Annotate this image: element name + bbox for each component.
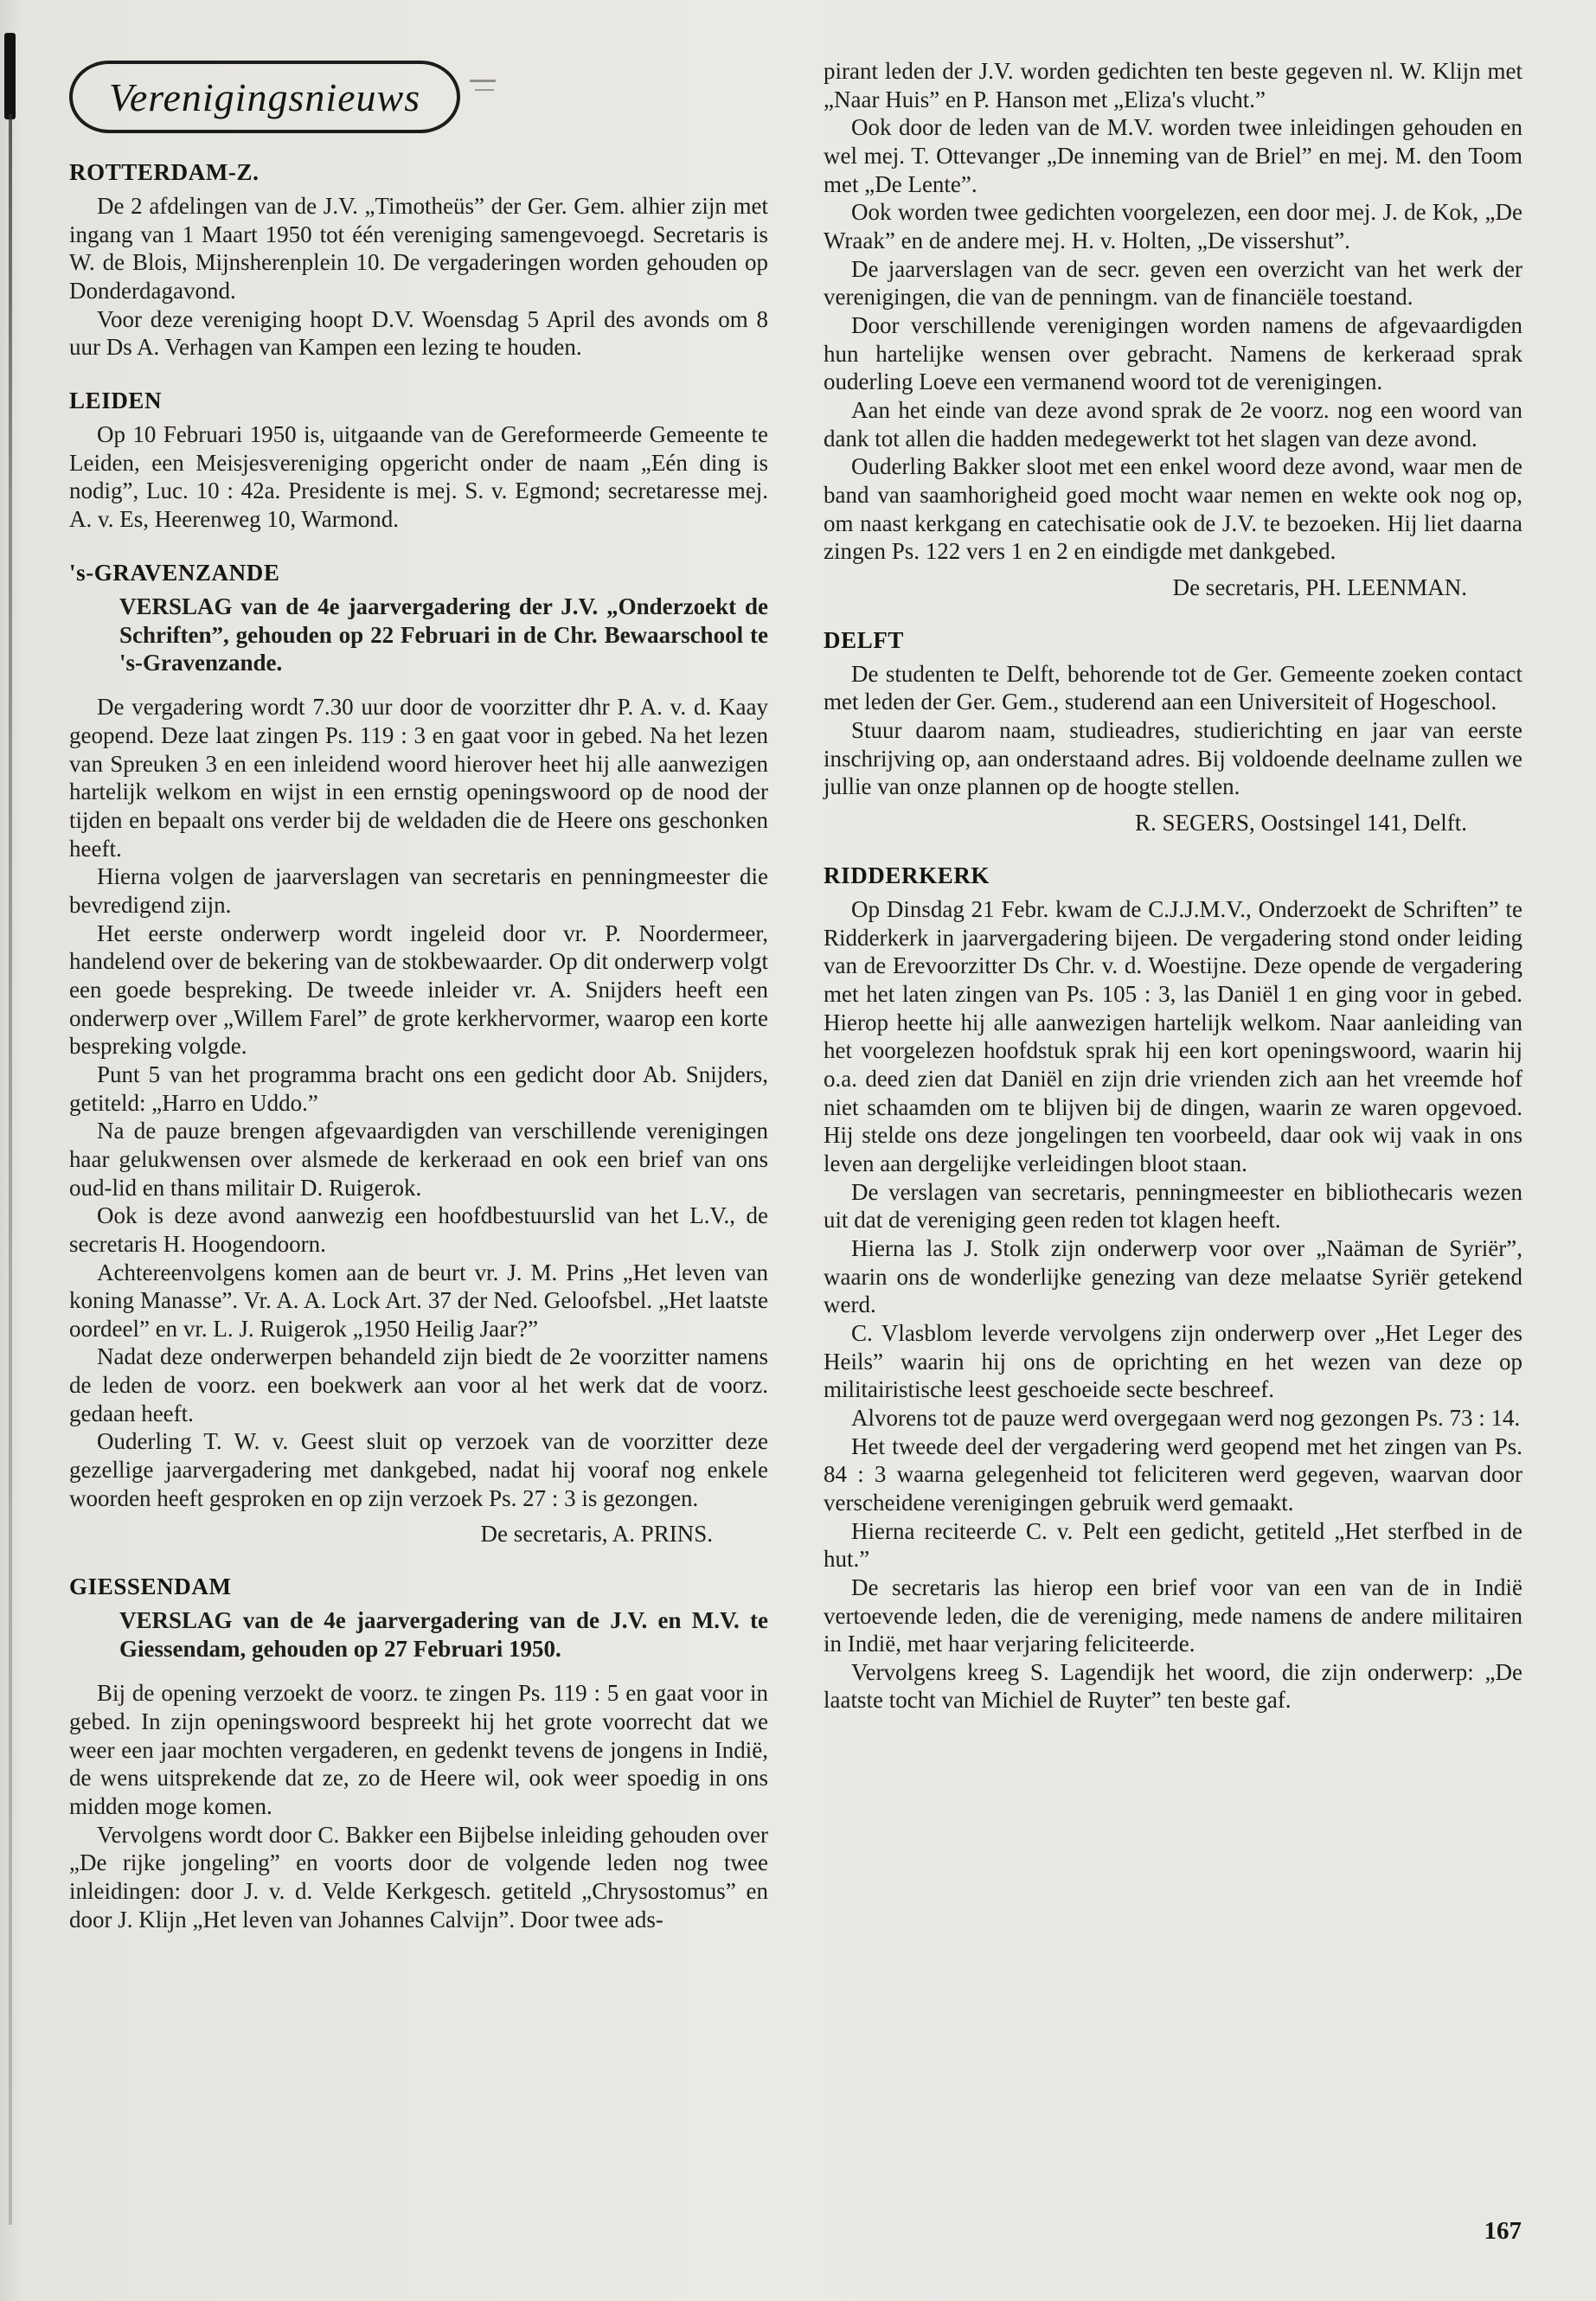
paragraph: Na de pauze brengen afgevaardigden van verschillende verenigingen haar gelukwensen over alsmede de kerkeraad en ook een brief van ons oud-lid en thans militair D. Ruigerok. (69, 1118, 768, 1201)
right-column (824, 57, 1522, 1959)
paragraph: Op 10 Februari 1950 is, uitgaande van de Gereformeerde Gemeente te Leiden, een Meisjesvereniging opgericht onder de naam „Eén ding is nodig”, Luc. 10 : 42a. Presidente is mej. S. v. Egmond; secretaresse mej. A. v. Es, Heerenweg 10, Warmond. (69, 420, 768, 532)
paragraph: Ook door de leden van de M.V. worden twee inleidingen gehouden en wel mej. T. Ottevanger „De inneming van de Briel” en mej. M. den Toom met „De Lente”. (824, 114, 1522, 197)
paragraph: Bij de opening verzoekt de voorz. te zingen Ps. 119 : 5 en gaat voor in gebed. In zijn openingswoord bespreekt hij het grote voorrecht dat we weer een jaar mochten vergaderen, en gedenkt tevens de jongens in Indië, de wens uitsprekende dat ze, zo de Heere wil, ook weer spoedig in ons midden moge komen. (69, 1680, 768, 1819)
paragraph: Ook is deze avond aanwezig een hoofdbestuurslid van het L.V., de secretaris H. Hoogendoorn. (69, 1202, 768, 1257)
paragraph: Achtereenvolgens komen aan de beurt vr. J. M. Prins „Het leven van koning Manasse”. Vr. A. A. Lock Art. 37 der Ned. Geloofsbel. „Het laatste oordeel” en vr. L. J. Ruigerok „1950 Heilig Jaar?” (69, 1259, 768, 1342)
paragraph: Ouderling Bakker sloot met een enkel woord deze avond, waar men de band van saamhorigheid goed mocht waar nemen en wekte ook nog op, om naast kerkgang en catechisatie ook de J.V. te bezoeken. Hij liet daarna zingen Ps. 122 vers 1 en 2 en eindigde met dankgebed. (824, 453, 1522, 565)
paragraph: Voor deze vereniging hoopt D.V. Woensdag 5 April des avonds om 8 uur Ds A. Verhagen van Kampen een lezing te houden. (69, 305, 768, 361)
paragraph: C. Vlasblom leverde vervolgens zijn onderwerp over „Het Leger des Heils” waarin hij ons de oprichting en het wezen van deze op militairistische leest geschoeide secte beschreef. (824, 1319, 1522, 1403)
paragraph: Vervolgens wordt door C. Bakker een Bijbelse inleiding gehouden over „De rijke jongeling” en voorts door de volgende leden nog twee inleidingen: door J. v. d. Velde Kerkgesch. getiteld „Chrysostomus” en door J. Klijn „Het leven van Johannes Calvijn”. Door twee ads- (69, 1821, 768, 1932)
paragraph: Vervolgens kreeg S. Lagendijk het woord, die zijn onderwerp: „De laatste tocht van Michiel de Ruyter” ten beste gaf. (824, 1658, 1522, 1714)
paragraph: Ook worden twee gedichten voorgelezen, een door mej. J. de Kok, „De Wraak” en de andere mej. H. v. Holten, „De vissershut”. (824, 199, 1522, 253)
section-heading: 's-GRAVENZANDE (69, 559, 280, 586)
masthead-badge (69, 61, 460, 133)
paragraph: Door verschillende verenigingen worden namens de afgevaardigden hun hartelijke wensen over gebracht. Namens de kerkeraad sprak ouderling Loeve een vermanend woord tot de verenigingen. (824, 311, 1522, 395)
paragraph: De 2 afdelingen van de J.V. „Timotheüs” der Ger. Gem. alhier zijn met ingang van 1 Maart 1950 tot één vereniging samengevoegd. Secretaris is W. de Blois, Mijnsherenplein 10. De vergaderingen worden gehouden op Donderdagavond. (69, 193, 768, 304)
left-column (69, 57, 768, 1959)
scan-edge-artifact (4, 33, 16, 119)
paragraph: De studenten te Delft, behorende tot de Ger. Gemeente zoeken contact met leden der Ger. Gem., studerend aan een Universiteit of Hogeschool. (824, 660, 1522, 715)
news-section-leiden (69, 388, 768, 534)
paragraph: Alvorens tot de pauze werd overgegaan werd nog gezongen Ps. 73 : 14. (851, 1404, 1521, 1431)
paragraph: De vergadering wordt 7.30 uur door de voorzitter dhr P. A. v. d. Kaay geopend. Deze laat zingen Ps. 119 : 3 en gaat voor in gebed. Na het lezen van Spreuken 3 en een inleidend woord hierover heet hij alle aanwezigen hartelijk welkom en wijst in een ernstig openingswoord op de nood der tijden en bepaalt ons verder bij de weldaden die de Heere ons geschonken heeft. (69, 694, 768, 862)
paragraph: Op Dinsdag 21 Febr. kwam de C.J.J.M.V., Onderzoekt de Schriften” te Ridderkerk in jaarvergadering bijeen. De vergadering stond onder leiding van de Erevoorzitter Ds Chr. v. d. Woestijne. Deze opende de vergadering met het laten zingen van Ps. 105 : 3, las Daniël 1 en ging voor in gebed. Hierop heette hij alle aanwezigen hartelijk welkom. Naar aanleiding van het voorgelezen hoofdstuk sprak hij een kort openingswoord, waarin hij o.a. deed zien dat Daniël en zijn drie vrienden zich aan het vreemde hof niet schaamden om te blijven bij de dingen, waarin ze waren opgevoed. Hij stelde ons deze jongelingen ten voorbeeld, daar ook wij vaak in ons leven aan dergelijke verleidingen bloot staan. (824, 896, 1522, 1176)
paragraph: De jaarverslagen van de secr. geven een overzicht van het werk der verenigingen, die van de penningm. van de financiële toestand. (824, 255, 1522, 311)
news-section-s-gravenzande (69, 560, 768, 1548)
news-section-giessendam (69, 1574, 768, 1933)
news-section-giessendam-continuation (824, 57, 1522, 601)
section-heading: DELFT (824, 626, 905, 653)
section-subheading: VERSLAG van de 4e jaarvergadering van de J.V. en M.V. te Giessendam, gehouden op 27 Februari 1950. (119, 1607, 768, 1663)
section-heading: LEIDEN (69, 387, 163, 413)
news-section-delft (824, 627, 1522, 836)
paragraph: Nadat deze onderwerpen behandeld zijn biedt de 2e voorzitter namens de leden de voorz. een boekwerk aan voor al het werk dat de voorz. gedaan heeft. (69, 1343, 768, 1426)
section-heading: GIESSENDAM (69, 1574, 232, 1600)
paragraph: Het tweede deel der vergadering werd geopend met het zingen van Ps. 84 : 3 waarna gelegenheid tot feliciteren werd gegeven, waarvan door verscheidene verenigingen gebruik werd gemaakt. (824, 1433, 1522, 1516)
paragraph: Hierna volgen de jaarverslagen van secretaris en penningmeester die bevredigend zijn. (69, 863, 768, 918)
paragraph: Ouderling T. W. v. Geest sluit op verzoek van de voorzitter deze gezellige jaarvergadering met dankgebed, nadat hij vooraf nog enkele woorden heeft gesproken en op zijn verzoek Ps. 27 : 3 is gezongen. (69, 1428, 768, 1511)
paragraph: De verslagen van secretaris, penningmeester en bibliothecaris wezen uit dat de vereniging geen reden tot klagen heeft. (824, 1178, 1522, 1234)
signature: R. SEGERS, Oostsingel 141, Delft. (1134, 810, 1467, 836)
paragraph: Hierna reciteerde C. v. Pelt een gedicht, getiteld „Het sterfbed in de hut.” (824, 1517, 1522, 1573)
paragraph: Aan het einde van deze avond sprak de 2e voorz. nog een woord van dank tot allen die hadden medegewerkt tot het slagen van deze avond. (824, 396, 1522, 452)
signature: De secretaris, A. PRINS. (480, 1521, 713, 1548)
paragraph: Stuur daarom naam, studieadres, studierichting en jaar van eerste inschrijving op, aan onderstaand adres. Bij voldoende deelname zullen we jullie van onze plannen op de hoogte stellen. (824, 717, 1522, 800)
news-section-rotterdam-z (69, 159, 768, 362)
section-subheading: VERSLAG van de 4e jaarvergadering der J.V. „Onderzoekt de Schriften”, gehouden op 22 Februari in de Chr. Bewaarschool te 's-Gravenzande. (119, 593, 768, 676)
signature: De secretaris, PH. LEENMAN. (1172, 574, 1467, 600)
paragraph: Hierna las J. Stolk zijn onderwerp voor over „Naäman de Syriër”, waarin ons de wonderlijke genezing van deze melaatse Syriër getekend werd. (824, 1234, 1522, 1318)
paragraph: De secretaris las hierop een brief voor van een van de in Indië vertoevende leden, die de vereniging, mede namens de andere militairen in Indië, met haar verjaring feliciteerde. (824, 1574, 1522, 1657)
scan-edge-line-artifact (9, 114, 12, 2225)
paragraph: Punt 5 van het programma bracht ons een gedicht door Ab. Snijders, getiteld: „Harro en Uddo.” (69, 1061, 768, 1116)
paragraph: pirant leden der J.V. worden gedichten ten beste gegeven nl. W. Klijn met „Naar Huis” en P. Hanson met „Eliza's vlucht.” (824, 58, 1522, 112)
section-heading: ROTTERDAM-Z. (69, 159, 260, 185)
section-heading: RIDDERKERK (824, 862, 990, 889)
masthead-title: Verenigingsnieuws (108, 74, 421, 119)
paragraph: Het eerste onderwerp wordt ingeleid door vr. P. Noordermeer, handelend over de bekering van de stokbewaarder. Op dit onderwerp volgt een goede bespreking. De tweede inleider vr. A. Snijders heeft een onderwerp over „Willem Farel” de grote kerkhervormer, waarop een korte bespreking volgde. (69, 920, 768, 1060)
two-column-layout (69, 57, 1522, 1959)
page-number: 167 (1484, 2217, 1522, 2245)
news-section-ridderkerk (824, 862, 1522, 1715)
